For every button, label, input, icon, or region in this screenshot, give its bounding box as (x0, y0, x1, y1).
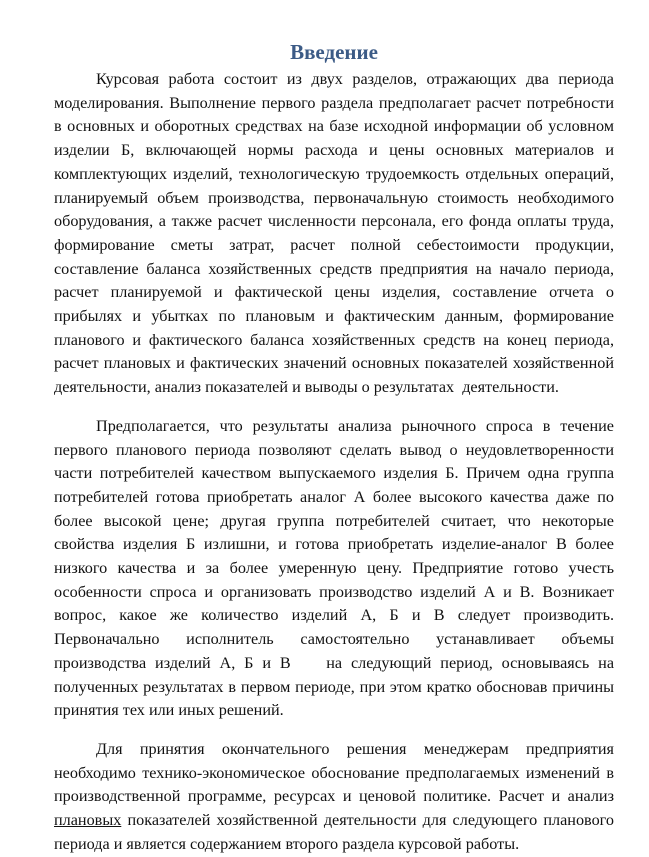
paragraph-final-decision-start: Для принятия окончательного решения менеджерам предприятия необходимо технико-экономическое обоснование предполагаемых изменений в производственной программе, ресурсах и ценовой политике. Расчет и анализ (54, 739, 619, 806)
paragraph-course-structure: Курсовая работа состоит из двух разделов, отражающих два периода моделирования. Выполнение первого раздела предполагает расчет потребности в основных и оборотных средствах на базе исходной информации об условном изделии Б, включающей нормы расхода и цены основных материалов и комплектующих изделий, технологическую трудоемкость отдельных операций, планируемый объем производства, первоначальную стоимость необходимого оборудования, а также расчет численности персонала, его фонда оплаты труда, формирование сметы затрат, расчет полной себестоимости продукции, составление баланса хозяйственных средств предприятия на начало периода, расчет планируемой и фактической цены изделия, составление отчета о прибылях и убытках по плановым и фактическим данным, формирование планового и фактического баланса хозяйственных средств на конец периода, расчет плановых и фактических значений основных показателей хозяйственной деятельности, анализ показателей и выводы о результатах деятельности. (54, 70, 619, 397)
page-title: Введение (290, 40, 378, 64)
paragraph-final-decision (54, 738, 619, 857)
document-page (54, 36, 619, 857)
paragraph-market-demand: Предполагается, что результаты анализа рыночного спроса в течение первого планового периода позволяют сделать вывод о неудовлетворенности части потребителей качеством выпускаемого изделия Б. Причем одна группа потребителей готова приобретать аналог А более высокого качества даже по более высокой цене; другая группа потребителей считает, что некоторые свойства изделия Б излишни, и готова приобретать изделие-аналог В более низкого качества и за более умеренную цену. Предприятие готово учесть особенности спроса и организовать производство изделий А и В. Возникает вопрос, какое же количество изделий А, Б и В следует производить. Первоначально исполнитель самостоятельно устанавливает объемы производства изделий А, Б и В на следующий период, основываясь на полученных результатах в первом периоде, при этом кратко обосновав причины принятия тех или иных решений. (54, 416, 619, 720)
paragraph-final-decision-end: показателей хозяйственной деятельности для следующего планового периода и является содержанием второго раздела курсовой работы. (54, 811, 619, 853)
underlined-word-planned: плановых (54, 811, 122, 830)
